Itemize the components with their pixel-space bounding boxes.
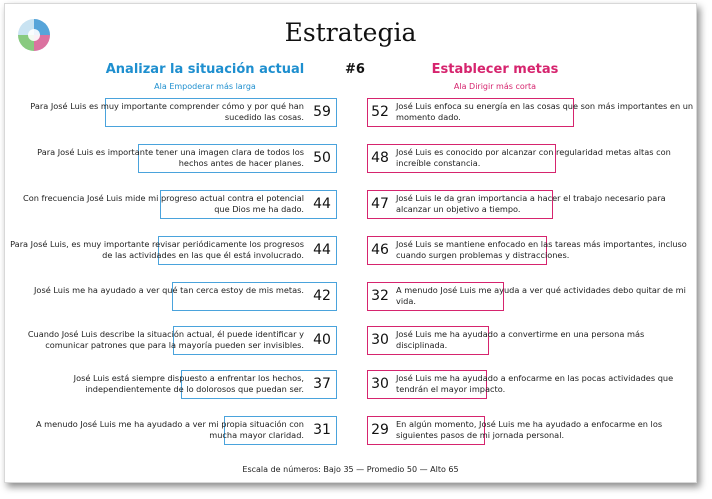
right-item-text: En algún momento, José Luis me ha ayudado a enfocarme en los siguientes pasos de mi jornada personal. <box>396 419 663 440</box>
right-item-score: 32 <box>371 288 389 304</box>
left-item-text: José Luis me ha ayudado a ver qué tan cerca estoy de mis metas. <box>34 285 304 295</box>
left-item-text: Con frecuencia José Luis mide mi progreso actual contra el potencial que Dios me ha dado. <box>23 193 304 214</box>
right-item-text: José Luis es conocido por alcanzar con regularidad metas altas con increíble constancia. <box>396 147 671 168</box>
right-item-text: José Luis enfoca su energía en las cosas que son más importantes en un momento dado. <box>396 101 694 122</box>
right-item-score: 29 <box>371 422 389 438</box>
left-item-score: 42 <box>313 288 331 304</box>
right-item-score: 46 <box>371 242 389 258</box>
left-item-text: Para José Luis, es muy importante revisar periódicamente los progresos de las actividades en las que él está involucrado. <box>10 239 304 260</box>
left-item-text: Para José Luis es muy importante comprender cómo y por qué han sucedido las cosas. <box>30 101 304 122</box>
left-heading: Analizar la situación actual <box>105 62 305 77</box>
left-item-score: 31 <box>313 422 331 438</box>
right-item-text: José Luis le da gran importancia a hacer el trabajo necesario para alcanzar un objetivo a tiempo. <box>396 193 666 214</box>
right-item-score: 30 <box>371 376 389 392</box>
right-item-score: 47 <box>371 196 389 212</box>
scale-footer: Escala de números: Bajo 35 — Promedio 50 — Alto 65 <box>242 465 459 474</box>
left-item-score: 50 <box>313 150 331 166</box>
left-item-score: 44 <box>313 242 331 258</box>
left-item-score: 44 <box>313 196 331 212</box>
right-heading: Establecer metas <box>431 62 559 77</box>
right-item-score: 48 <box>371 150 389 166</box>
right-item-text: José Luis me ha ayudado a enfocarme en las pocas actividades que tendrán el mayor impacto. <box>396 373 674 394</box>
center-label: #6 <box>345 62 365 77</box>
left-subheading: Ala Empoderar más larga <box>154 82 256 91</box>
right-item-score: 30 <box>371 332 389 348</box>
left-item-text: José Luis está siempre dispuesto a enfrentar los hechos, independientemente de lo dolorosos que puedan ser. <box>73 373 304 394</box>
right-item-text: A menudo José Luis me ayuda a ver qué actividades debo quitar de mi vida. <box>396 285 686 306</box>
right-item-text: José Luis me ha ayudado a convertirme en una persona más disciplinada. <box>396 329 645 350</box>
page-title: Estrategia <box>284 18 417 47</box>
left-item-score: 40 <box>313 332 331 348</box>
right-item-text: José Luis se mantiene enfocado en las tareas más importantes, incluso cuando surgen problemas y distracciones. <box>396 239 687 260</box>
right-item-score: 52 <box>371 104 389 120</box>
left-item-score: 37 <box>313 376 331 392</box>
left-item-score: 59 <box>313 104 331 120</box>
report-page <box>4 3 697 483</box>
right-subheading: Ala Dirigir más corta <box>453 82 537 91</box>
left-item-text: Para José Luis es importante tener una imagen clara de todos los hechos antes de hacer planes. <box>37 147 304 168</box>
left-item-text: Cuando José Luis describe la situación actual, él puede identificar y comunicar patrones que para la mayoría pueden ser invisibles. <box>27 329 304 350</box>
left-item-text: A menudo José Luis me ha ayudado a ver mi propia situación con mucha mayor claridad. <box>35 419 304 440</box>
